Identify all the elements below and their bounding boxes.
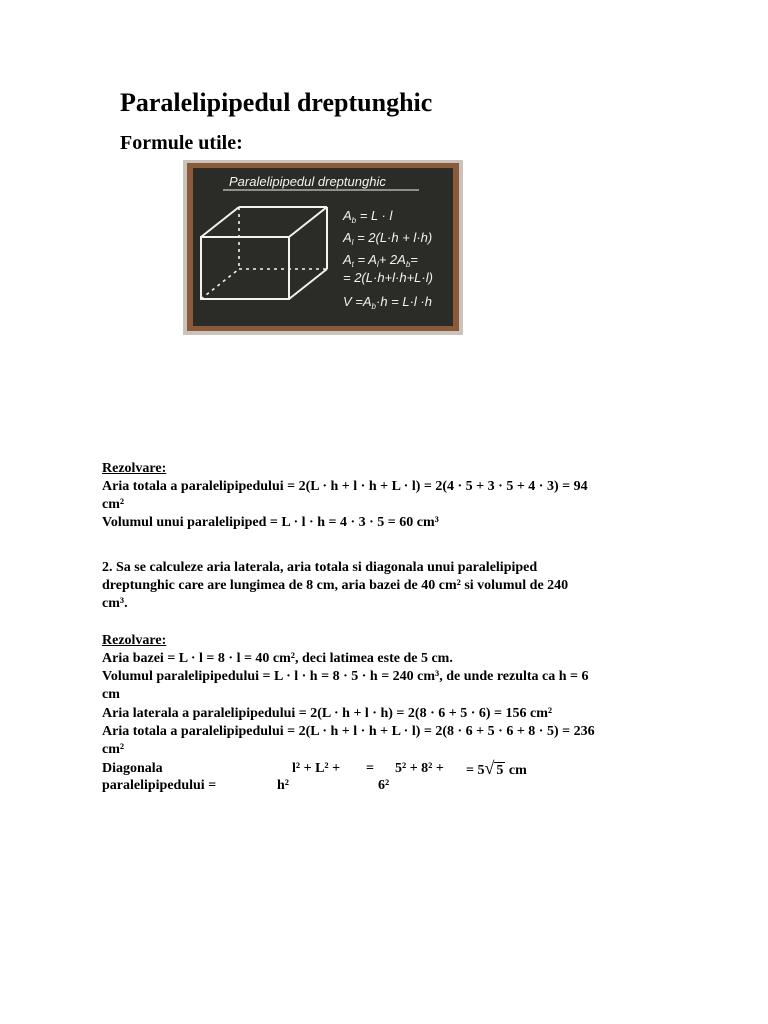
diagonal-expression-1-cont: h² xyxy=(277,778,289,793)
diagonal-label-line1: Diagonala xyxy=(102,761,163,776)
chalkboard-svg xyxy=(183,160,463,335)
problem2-line3: cm³. xyxy=(102,596,128,611)
formula-volume: $V =A_b\cdot h = L\cdot l \cdot h$ xyxy=(343,294,432,311)
solution2-line1: Aria bazei = L · l = 8 · l = 40 cm², deci latimea este de 5 cm. xyxy=(102,651,453,666)
solution2-heading: Rezolvare: xyxy=(102,633,167,648)
diagonal-equals-1: = xyxy=(366,761,374,776)
diagonal-result-coeff: = 5 xyxy=(466,763,485,778)
solution1-line2: cm² xyxy=(102,497,125,512)
radical-icon: √ xyxy=(484,758,495,778)
solution1-heading: Rezolvare: xyxy=(102,461,167,476)
section-title: Formule utile: xyxy=(120,132,243,154)
problem2-line2: dreptunghic care are lungimea de 8 cm, aria bazei de 40 cm² si volumul de 240 xyxy=(102,578,569,593)
chalkboard-image xyxy=(183,160,463,335)
diagonal-label-line2: paralelipipedului = xyxy=(102,778,217,793)
square-root xyxy=(484,758,505,779)
formula-base-area: $A_b = L \cdot l$ xyxy=(343,208,393,225)
diagonal-expression-2: 5² + 8² + xyxy=(395,761,444,776)
diagonal-expression-2-cont: 6² xyxy=(378,778,390,793)
diagonal-result xyxy=(466,758,527,779)
formula-total-area: $A_t = A_l+ 2A_b=$ xyxy=(343,252,418,269)
solution2-line2: Volumul paralelipipedului = L · l · h = 8 · 5 · h = 240 cm³, de unde rezulta ca h = 6 xyxy=(102,669,589,684)
solution2-line3: cm xyxy=(102,687,120,702)
diagonal-expression-1: l² + L² + xyxy=(292,761,341,776)
page-title: Paralelipipedul dreptunghic xyxy=(120,88,433,117)
solution2-line5: Aria totala a paralelipipedului = 2(L · h + l · h + L · l) = 2(8 · 6 + 5 · 6 + 8 · 5) = 236 xyxy=(102,724,595,739)
problem2-line1: 2. Sa se calculeze aria laterala, aria totala si diagonala unui paralelipiped xyxy=(102,560,538,575)
board-title: Paralelipipedul dreptunghic xyxy=(229,174,386,189)
solution1-line3: Volumul unui paralelipiped = L · l · h = 4 · 3 · 5 = 60 cm³ xyxy=(102,515,439,530)
formula-total-area-expanded: = 2(L·h+l·h+L·l) xyxy=(343,270,433,285)
solution1-line1: Aria totala a paralelipipedului = 2(L · h + l · h + L · l) = 2(4 · 5 + 3 · 5 + 4 · 3) = 94 xyxy=(102,479,588,494)
diagonal-radicand: 5 xyxy=(496,763,504,778)
solution2-line4: Aria laterala a paralelipipedului = 2(L · h + l · h) = 2(8 · 6 + 5 · 6) = 156 cm² xyxy=(102,706,553,721)
solution2-line6: cm² xyxy=(102,742,125,757)
formula-lateral-area: $A_l = 2(L\cdot h + l\cdot h)$ xyxy=(343,230,433,247)
diagonal-unit: cm xyxy=(508,763,527,778)
